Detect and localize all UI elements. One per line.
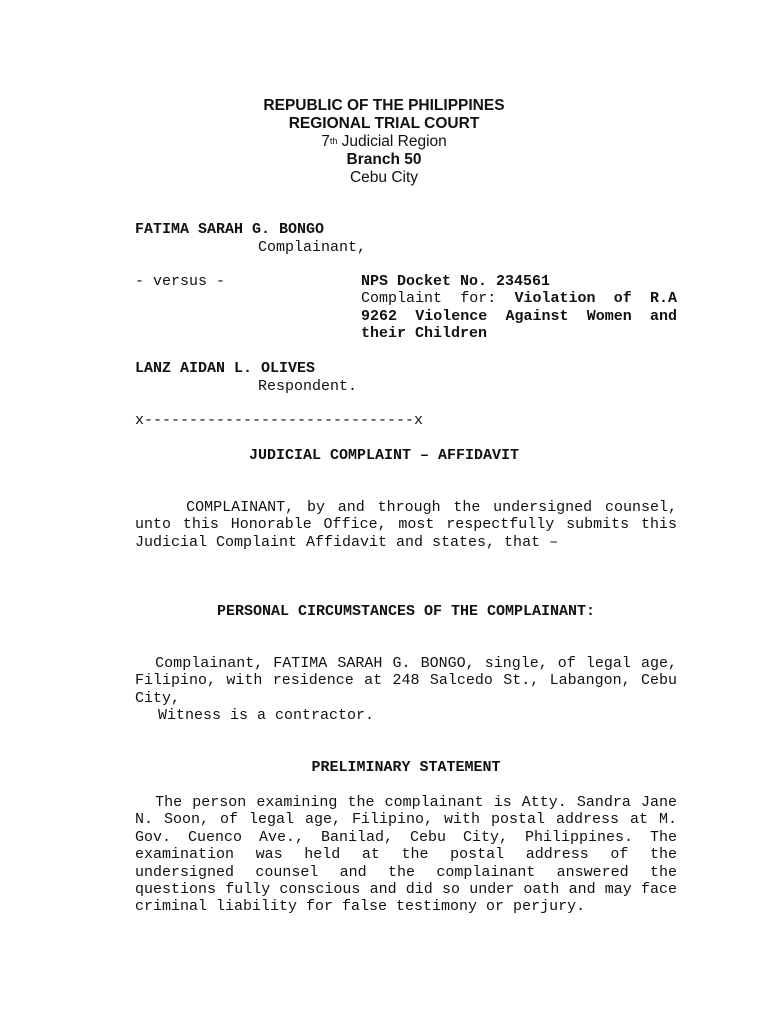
docket-number: NPS Docket No. 234561	[361, 273, 551, 290]
witness-occupation-paragraph: Witness is a contractor.	[158, 707, 375, 724]
versus-label: - versus -	[135, 273, 226, 290]
section-heading-preliminary-statement: PRELIMINARY STATEMENT	[311, 759, 501, 776]
complaint-for-label: Complaint for:	[361, 290, 515, 307]
respondent-name: LANZ AIDAN L. OLIVES	[135, 360, 316, 377]
republic-heading: REPUBLIC OF THE PHILIPPINES	[263, 97, 505, 114]
intro-paragraph: COMPLAINANT, by and through the undersigned counsel, unto this Honorable Office, most respectfully submits this Judicial Complaint Affidavit and states, that –	[135, 499, 677, 551]
region-ordinal: th	[329, 136, 338, 146]
complaint-for-value: Violation of R.A 9262 Violence Against Women and their Children	[361, 290, 677, 342]
document-title: JUDICIAL COMPLAINT – AFFIDAVIT	[249, 447, 520, 464]
respondent-role: Respondent.	[258, 378, 358, 395]
caption-separator: x------------------------------x	[135, 412, 424, 429]
judicial-region	[0, 133, 768, 151]
complainant-name: FATIMA SARAH G. BONGO	[135, 221, 325, 238]
complaint-for	[361, 290, 677, 343]
court-heading: REGIONAL TRIAL COURT	[288, 115, 480, 132]
region-number: 7	[321, 133, 330, 150]
complainant-role: Complainant,	[258, 239, 367, 256]
branch-heading: Branch 50	[346, 151, 422, 168]
region-text: Judicial Region	[337, 133, 447, 150]
city-heading: Cebu City	[349, 169, 419, 186]
section-heading-personal-circumstances: PERSONAL CIRCUMSTANCES OF THE COMPLAINANT:	[216, 603, 596, 620]
preliminary-statement-paragraph: The person examining the complainant is Atty. Sandra Jane N. Soon, of legal age, Filipino, with postal address at M. Gov. Cuenco Ave., Banilad, Cebu City, Philippines. The examination was held at the postal address of the undersigned counsel and the complainant answered the questions fully conscious and did so under oath and may face criminal liability for false testimony or perjury.	[135, 794, 677, 916]
personal-circumstances-paragraph: Complainant, FATIMA SARAH G. BONGO, single, of legal age, Filipino, with residence at 248 Salcedo St., Labangon, Cebu City,	[135, 655, 677, 707]
